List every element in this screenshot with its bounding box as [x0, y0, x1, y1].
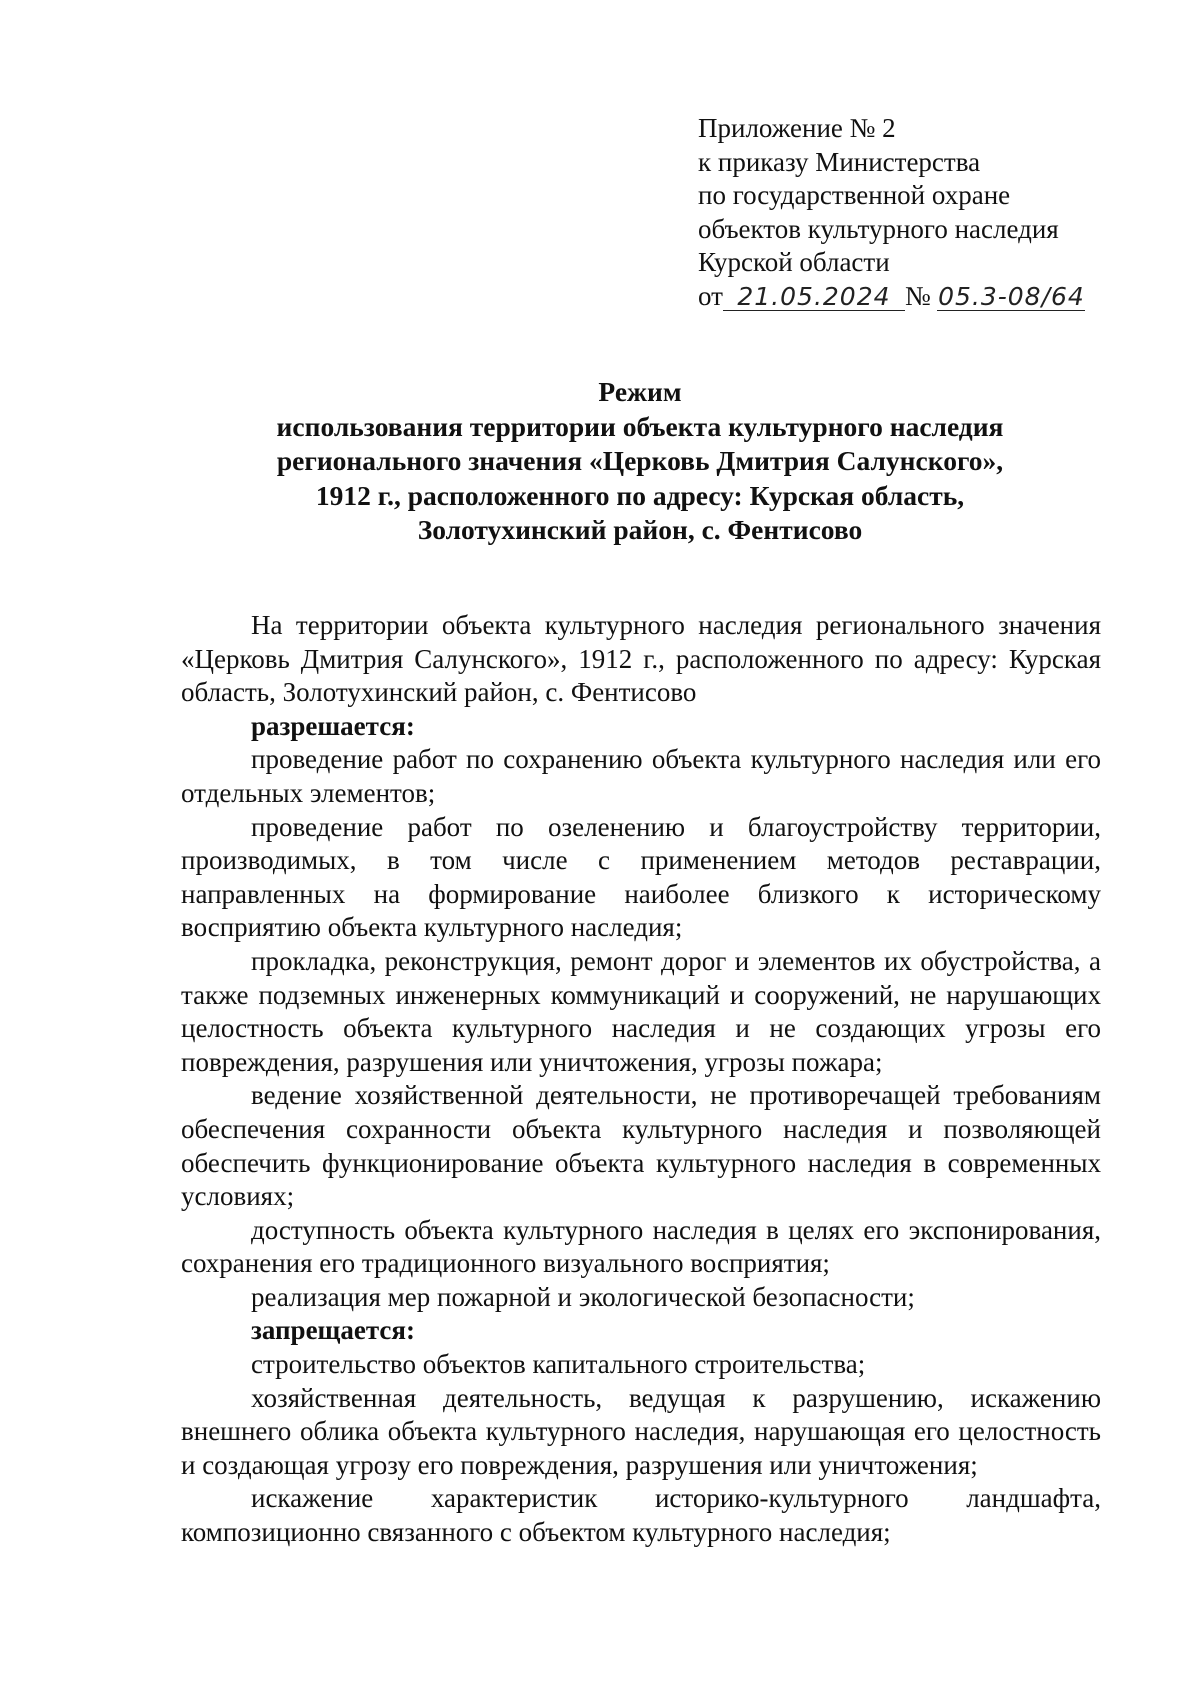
- from-label: от: [698, 280, 723, 311]
- title-line-2: использования территории объекта культурного наследия: [276, 410, 1004, 442]
- ministry-line-2: объектов культурного наследия: [698, 213, 1059, 244]
- forbidden-item: искажение характеристик историко-культурного ландшафта, композиционно связанного с объектом культурного наследия;: [181, 1483, 1101, 1548]
- intro-paragraph: На территории объекта культурного наследия регионального значения «Церковь Дмитрия Салунского», 1912 г., расположенного по адресу: Курская область, Золотухинский район, с. Фентисово: [181, 610, 1101, 708]
- title-line-5: Золотухинский район, с. Фентисово: [417, 514, 863, 545]
- document-body: [181, 609, 1101, 1550]
- order-date-number-line: [698, 280, 1168, 314]
- title-line-1: Режим: [598, 376, 682, 407]
- allowed-item: доступность объекта культурного наследия в целях его экспонирования, сохранения его традиционного визуального восприятия;: [181, 1214, 1101, 1279]
- appendix-number: Приложение № 2: [698, 113, 896, 143]
- forbidden-heading: запрещается:: [251, 1315, 416, 1346]
- allowed-item: проведение работ по озеленению и благоустройству территории, производимых, в том числе с применением методов реставрации, направленных на формирование наиболее близкого к историческому восприятию объекта культурного наследия;: [181, 811, 1101, 943]
- document-title: [180, 375, 1100, 548]
- allowed-item: прокладка, реконструкция, ремонт дорог и элементов их обустройства, а также подземных инженерных коммуникаций и сооружений, не нарушающих целостность объекта культурного наследия и не создающих угрозы его повреждения, разрушения или уничтожения, угрозы пожара;: [181, 945, 1101, 1077]
- region-line: Курской области: [698, 247, 890, 277]
- number-label: №: [904, 280, 931, 311]
- forbidden-item: строительство объектов капитального строительства;: [251, 1349, 866, 1380]
- order-number-handwritten: 05.3-08/64: [938, 281, 1085, 311]
- forbidden-item: хозяйственная деятельность, ведущая к разрушению, искажению внешнего облика объекта культурного наследия, нарушающая его целостность и создающая угрозу его повреждения, разрушения или уничтожения;: [181, 1382, 1101, 1480]
- order-date-handwritten: 21.05.2024: [723, 284, 905, 311]
- allowed-item: ведение хозяйственной деятельности, не противоречащей требованиям обеспечения сохранности объекта культурного наследия и позволяющей обеспечить функционирование объекта культурного наследия в современных условиях;: [181, 1080, 1101, 1212]
- order-reference-line: к приказу Министерства: [698, 146, 981, 177]
- allowed-item: реализация мер пожарной и экологической безопасности;: [251, 1281, 915, 1312]
- title-line-3: регионального значения «Церковь Дмитрия Салунского»,: [276, 445, 1004, 476]
- allowed-heading: разрешается:: [251, 710, 415, 741]
- allowed-item: проведение работ по сохранению объекта культурного наследия или его отдельных элементов;: [181, 744, 1101, 808]
- title-line-4: 1912 г., расположенного по адресу: Курская область,: [315, 479, 965, 511]
- appendix-header: [698, 112, 1168, 313]
- ministry-line-1: по государственной охране: [698, 180, 1011, 210]
